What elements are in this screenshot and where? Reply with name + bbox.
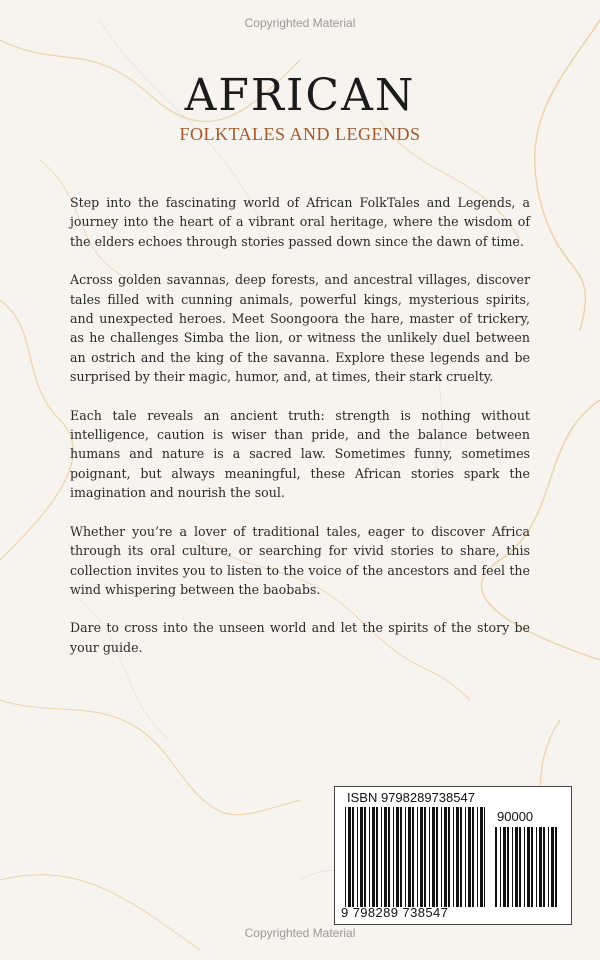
barcode-bar	[352, 807, 354, 907]
barcode-bar	[429, 807, 430, 907]
barcode-bar	[393, 807, 394, 907]
barcode-bar	[436, 807, 438, 907]
barcode-bar	[348, 807, 351, 907]
isbn-barcode	[345, 807, 485, 907]
barcode-bar	[524, 827, 525, 907]
barcode-bar	[396, 807, 399, 907]
barcode-bar	[527, 827, 530, 907]
barcode-bar	[507, 827, 509, 907]
barcode-bar	[472, 807, 474, 907]
barcode-bar	[432, 807, 435, 907]
barcode-bar	[477, 807, 478, 907]
barcode-bar	[408, 807, 411, 907]
barcode-bar	[412, 807, 414, 907]
barcode-bar	[480, 807, 483, 907]
barcode-bar	[417, 807, 418, 907]
barcode-bar	[543, 827, 545, 907]
barcode-bar	[441, 807, 442, 907]
isbn-barcode-box	[334, 786, 572, 925]
barcode-bar	[468, 807, 471, 907]
book-title: AFRICAN	[184, 70, 416, 121]
barcode-bar	[536, 827, 537, 907]
barcode-bar	[551, 827, 554, 907]
barcode-bar	[369, 807, 370, 907]
barcode-bar	[360, 807, 363, 907]
barcode-bar	[519, 827, 521, 907]
barcode-bar	[444, 807, 447, 907]
price-barcode	[495, 827, 559, 907]
barcode-bar	[555, 827, 557, 907]
barcode-bar	[364, 807, 366, 907]
barcode-bar	[453, 807, 454, 907]
barcode-bar	[460, 807, 462, 907]
copyright-watermark-bottom: Copyrighted Material	[244, 926, 356, 940]
blurb-paragraph: Each tale reveals an ancient truth: strength is nothing without intelligence, caution is wiser than pride, and the balance between humans and nature is a sacred law. Sometimes funny, sometimes poignant, but always meaningful, these African stories spark the imagination and nourish the soul.	[70, 407, 530, 501]
barcode-bar	[424, 807, 426, 907]
barcode-bar	[531, 827, 533, 907]
barcode-bar	[512, 827, 513, 907]
blurb-text	[70, 193, 530, 676]
blurb-paragraph: Whether you’re a lover of traditional tales, eager to discover Africa through its oral culture, or searching for vivid stories to share, this collection invites you to listen to the voice of the ancestors and feel the wind whispering between the baobabs.	[70, 523, 530, 597]
barcode-bar	[405, 807, 406, 907]
blurb-paragraph: Dare to cross into the unseen world and let the spirits of the story be your guide.	[70, 620, 530, 655]
blurb-paragraph: Across golden savannas, deep forests, and ancestral villages, discover tales filled with cunning animals, powerful kings, mysterious spirits, and unexpected heroes. Meet Soongoora the hare, master of trickery, as he challenges Simba the lion, or witness the unlikely duel between an ostrich and the king of the savanna. Explore these legends and be surprised by their magic, humor, and, at times, their stark cruelty.	[70, 272, 530, 385]
barcode-bar	[420, 807, 423, 907]
barcode-bar	[484, 807, 485, 907]
barcode-bar	[495, 827, 497, 907]
book-subtitle: FOLKTALES AND LEGENDS	[179, 124, 421, 144]
barcode-bar	[388, 807, 390, 907]
barcode-bar	[381, 807, 382, 907]
barcode-bar	[384, 807, 387, 907]
barcode-bar	[357, 807, 358, 907]
barcode-bar	[345, 807, 346, 907]
barcode-bar	[503, 827, 506, 907]
barcode-bar	[465, 807, 466, 907]
blurb-paragraph: Step into the fascinating world of African FolkTales and Legends, a journey into the heart of a vibrant oral heritage, where the wisdom of the elders echoes through stories passed down since the dawn of time.	[70, 195, 530, 249]
barcode-bar	[539, 827, 542, 907]
isbn-digits: 9 798289 738547	[341, 905, 449, 920]
barcode-bar	[372, 807, 375, 907]
barcode-bar	[500, 827, 501, 907]
isbn-label: ISBN 9798289738547	[347, 790, 475, 805]
barcode-bar	[376, 807, 378, 907]
barcode-bar	[456, 807, 459, 907]
copyright-watermark-top: Copyrighted Material	[244, 16, 356, 30]
barcode-bar	[548, 827, 549, 907]
price-code: 90000	[497, 809, 534, 824]
barcode-bar	[400, 807, 402, 907]
barcode-bar	[448, 807, 450, 907]
barcode-bar	[515, 827, 518, 907]
